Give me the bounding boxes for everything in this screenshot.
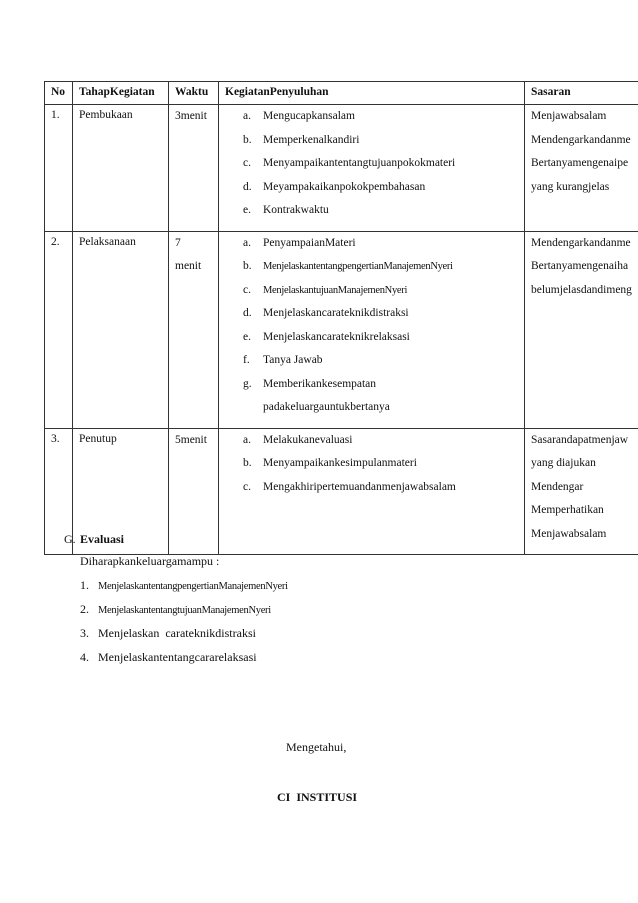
activity-text: Menyampaikankesimpulanmateri	[263, 457, 417, 469]
row-time	[169, 231, 219, 428]
counseling-plan-table	[44, 81, 638, 555]
activity-item	[243, 283, 518, 307]
list-marker: 3.	[80, 626, 89, 640]
activity-text: padakeluargauntukbertanya	[263, 401, 390, 413]
activity-marker: e.	[243, 330, 251, 343]
activity-marker: g.	[243, 377, 252, 390]
target-line: Menjawabsalam	[531, 110, 607, 122]
activity-text: Mengakhiripertemuandanmenjawabsalam	[263, 480, 456, 493]
header-activities: KegiatanPenyuluhan	[219, 82, 525, 105]
target-line: yang diajukan	[531, 457, 596, 469]
activity-continuation	[243, 400, 518, 424]
target-line: Sasarandapatmenjaw	[531, 433, 629, 446]
header-time: Waktu	[169, 82, 219, 105]
header-target: Sasaran	[525, 82, 638, 105]
activity-item	[243, 259, 518, 283]
row-stage: Pembukaan	[73, 105, 169, 232]
activity-item	[243, 377, 518, 401]
activity-text: Menjelaskancarateknikrelaksasi	[263, 330, 410, 343]
activity-text: Kontrakwaktu	[263, 204, 329, 216]
time-line: 3menit	[175, 110, 207, 122]
header-no: No	[45, 82, 73, 105]
list-item	[80, 626, 288, 650]
activity-item	[243, 133, 518, 157]
evaluation-list	[64, 578, 288, 674]
list-item	[80, 650, 288, 674]
evaluation-heading	[64, 532, 288, 554]
activity-item	[243, 480, 518, 504]
table-row	[45, 231, 638, 428]
target-line: Bertanyamengenaiha	[531, 260, 629, 272]
list-text: MenjelaskantentangtujuanManajemenNyeri	[98, 605, 271, 616]
activity-item	[243, 306, 518, 330]
row-activities	[219, 231, 525, 428]
row-target	[525, 428, 638, 555]
activity-marker: a.	[243, 110, 251, 122]
row-activities	[219, 105, 525, 232]
row-stage: Pelaksanaan	[73, 231, 169, 428]
activity-item	[243, 433, 518, 457]
target-line: Menjawabsalam	[531, 527, 607, 540]
target-line: Mendengarkandanme	[531, 236, 631, 249]
activity-text: PenyampaianMateri	[263, 236, 356, 249]
time-line: 5menit	[175, 433, 207, 446]
row-no: 2.	[45, 231, 73, 428]
list-marker: 1.	[80, 578, 89, 592]
section-title: Evaluasi	[80, 532, 125, 546]
list-text: Menjelaskantentangcararelaksasi	[98, 650, 257, 664]
activity-item	[243, 353, 518, 377]
row-target	[525, 105, 638, 232]
activity-text: MenjelaskantujuanManajemenNyeri	[263, 284, 408, 296]
activity-marker: c.	[243, 480, 251, 493]
activity-marker: f.	[243, 354, 250, 366]
row-no: 1.	[45, 105, 73, 232]
target-line: Mendengar	[531, 480, 584, 493]
table-row	[45, 105, 638, 232]
activity-text: Memberikankesempatan	[263, 377, 377, 390]
row-time	[169, 105, 219, 232]
activity-text: Mengucapkansalam	[263, 110, 355, 122]
evaluation-intro: Diharapkankeluargamampu :	[80, 554, 220, 568]
list-item	[80, 578, 288, 602]
signature-title: CI INSTITUSI	[277, 790, 358, 804]
activity-text: Menyampaikantentangtujuanpokokmateri	[263, 157, 456, 169]
activity-marker: d.	[243, 180, 252, 193]
row-stage: Penutup	[73, 428, 169, 555]
row-no: 3.	[45, 428, 73, 555]
target-line: Mendengarkandanme	[531, 133, 631, 146]
activity-marker: a.	[243, 236, 251, 249]
activity-marker: d.	[243, 307, 252, 319]
activity-item	[243, 203, 518, 227]
activity-item	[243, 330, 518, 354]
activity-marker: c.	[243, 283, 251, 296]
header-stage: TahapKegiatan	[73, 82, 169, 105]
list-text: Menjelaskan carateknikdistraksi	[98, 626, 256, 640]
activity-text: Tanya Jawab	[263, 354, 323, 366]
activity-item	[243, 180, 518, 204]
signature-label: Mengetahui,	[286, 740, 347, 754]
activity-item	[243, 456, 518, 480]
activity-marker: a.	[243, 433, 251, 446]
list-marker: 4.	[80, 650, 89, 664]
activity-text: Melakukanevaluasi	[263, 433, 353, 446]
activity-item	[243, 156, 518, 180]
target-line: belumjelasdandimeng	[531, 283, 632, 296]
time-line: 7	[175, 236, 181, 249]
activity-text: Menjelaskancarateknikdistraksi	[263, 307, 409, 319]
list-text: MenjelaskantentangpengertianManajemenNyeri	[98, 581, 288, 592]
row-target	[525, 231, 638, 428]
activity-text: Meyampakaikanpokokpembahasan	[263, 180, 426, 193]
target-line: Bertanyamengenaipe	[531, 157, 629, 169]
activity-text: MenjelaskantentangpengertianManajemenNyeri	[263, 261, 453, 272]
section-marker: G.	[64, 532, 76, 546]
activity-marker: b.	[243, 260, 252, 272]
activity-marker: e.	[243, 204, 251, 216]
target-line: Memperhatikan	[531, 504, 604, 516]
activity-marker: b.	[243, 457, 252, 469]
activity-item	[243, 109, 518, 133]
activity-marker: c.	[243, 157, 251, 169]
activity-text: Memperkenalkandiri	[263, 133, 360, 146]
activity-marker: b.	[243, 133, 252, 146]
list-marker: 2.	[80, 602, 89, 616]
target-line: yang kurangjelas	[531, 180, 610, 193]
evaluation-section	[64, 532, 288, 674]
activity-item	[243, 236, 518, 260]
table-header-row	[45, 82, 638, 105]
list-item	[80, 602, 288, 626]
time-line: menit	[175, 260, 202, 272]
